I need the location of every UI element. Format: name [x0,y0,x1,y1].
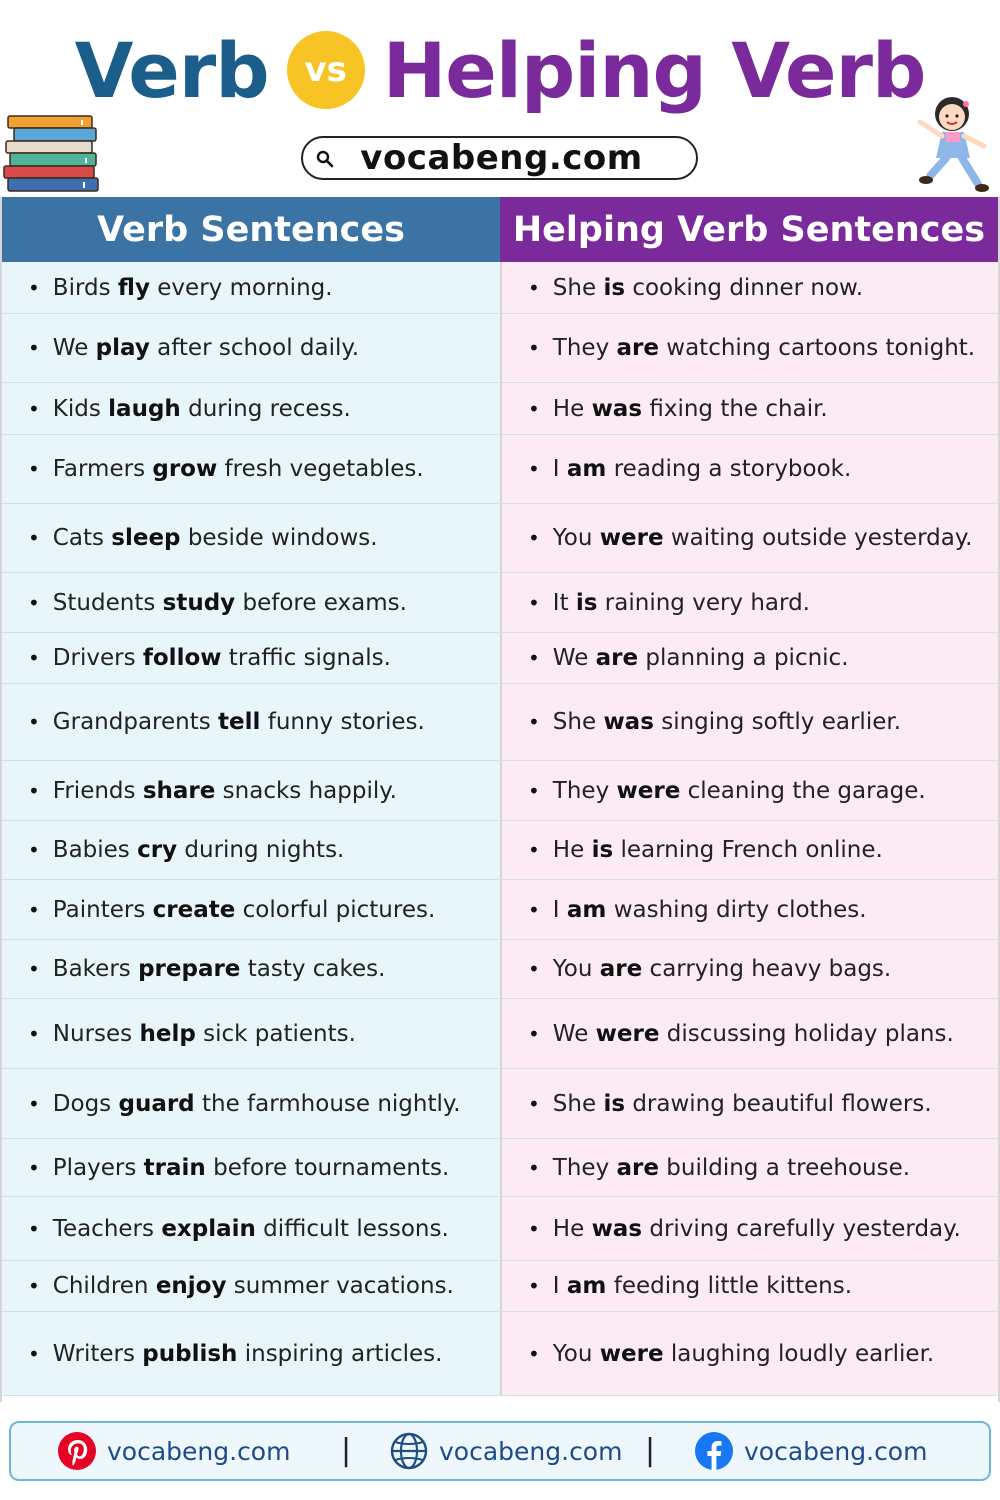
bullet-icon: • [28,526,40,550]
helping-verb-sentence [502,940,998,998]
header-verb-sentences: Verb Sentences [2,197,500,262]
bullet-icon: • [28,957,40,981]
bullet-icon: • [528,457,540,481]
sentence-text: carrying heavy bags. [642,956,892,982]
table-row [2,262,998,314]
highlighted-verb: follow [142,645,222,671]
sentence-text: She [552,1090,604,1117]
highlighted-verb: create [152,896,236,923]
sentence-text: before exams. [235,589,407,616]
highlighted-verb: fly [117,274,150,301]
helping-verb-sentence [502,821,998,879]
sentence-text: fresh vegetables. [217,456,424,482]
highlighted-verb: explain [161,1215,256,1242]
sentence-text: every morning. [149,274,333,301]
helping-verb-sentence [502,1261,998,1311]
sentence-text: raining very hard. [597,589,810,616]
sentence-text: learning French online. [613,837,883,863]
highlighted-verb: train [143,1154,206,1181]
bullet-icon: • [28,1155,40,1180]
helping-verb-sentence [502,504,998,572]
verb-sentence [2,821,502,879]
helping-verb-sentence [502,1312,998,1395]
highlighted-verb: were [616,777,681,804]
highlighted-verb: is [591,837,614,863]
bullet-icon: • [28,396,40,421]
highlighted-verb: share [142,777,216,804]
helping-verb-sentence [502,880,998,939]
highlighted-verb: publish [142,1340,238,1367]
bullet-icon: • [528,1274,540,1298]
sentence-text: planning a picnic. [638,645,849,671]
sentence-text: feeding little kittens. [606,1273,853,1299]
footer-website-link[interactable] [389,1423,622,1479]
verb-sentence [2,1261,502,1311]
footer-facebook-link[interactable] [694,1423,927,1479]
sentence-text: Bakers [52,956,139,982]
footer-pinterest-link[interactable] [57,1423,290,1479]
helping-verb-sentence [502,633,998,683]
sentence-text: He [552,395,592,422]
sentence-text: Friends [52,777,143,804]
sentence-text: Players [52,1154,144,1181]
footer-website-text: vocabeng.com [439,1436,623,1466]
verb-sentence [2,1069,502,1138]
pinterest-icon [57,1431,97,1471]
sentence-text: We [552,1020,596,1047]
sentence-text: waiting outside yesterday. [663,525,973,551]
highlighted-verb: prepare [138,956,241,982]
sentence-text: discussing holiday plans. [659,1020,954,1047]
verb-sentence [2,1312,502,1395]
sentence-text: after school daily. [149,335,360,361]
site-url: vocabeng.com [360,138,643,178]
highlighted-verb: was [603,709,654,735]
highlighted-verb: were [599,1340,664,1367]
sentence-text: I [552,456,567,482]
bullet-icon: • [28,1216,40,1241]
sentence-text: singing softly earlier. [653,709,902,735]
sentence-text: traffic signals. [221,645,391,671]
bullet-icon: • [28,275,40,300]
footer-facebook-text: vocabeng.com [744,1436,928,1466]
sentence-text: Nurses [52,1020,140,1047]
table-header [2,197,998,262]
sentence-text: summer vacations. [226,1273,454,1299]
vs-badge: vs [287,31,365,109]
sentence-text: during nights. [177,837,345,863]
site-search-pill [301,136,698,180]
sentence-text: cooking dinner now. [625,274,864,301]
sentence-text: She [552,274,604,301]
footer-separator: | [341,1433,352,1468]
highlighted-verb: are [616,335,659,361]
table-row [2,633,998,684]
sentence-text: Students [52,589,163,616]
bullet-icon: • [528,778,540,803]
sentence-text: They [552,777,617,804]
highlighted-verb: are [595,645,639,671]
verb-sentence [2,314,502,382]
table-row [2,1261,998,1312]
sentence-text: before tournaments. [205,1154,450,1181]
table-row [2,761,998,821]
bullet-icon: • [528,1216,540,1241]
verb-sentence [2,435,502,503]
table-row [2,1069,998,1139]
sentence-text: the farmhouse nightly. [194,1090,461,1117]
bullet-icon: • [28,1341,40,1366]
footer-pinterest-text: vocabeng.com [107,1436,291,1466]
sentence-text: Drivers [52,645,143,671]
table-row [2,940,998,999]
sentence-text: Children [52,1273,156,1299]
bullet-icon: • [28,1021,40,1046]
bullet-icon: • [528,838,540,862]
highlighted-verb: guard [118,1090,195,1117]
sentence-text: driving carefully yesterday. [642,1215,961,1242]
comparison-table [0,197,1000,1402]
highlighted-verb: is [575,589,598,616]
bullet-icon: • [28,778,40,803]
bullet-icon: • [28,457,40,481]
bullet-icon: • [28,838,40,862]
bullet-icon: • [528,897,540,922]
table-row [2,435,998,504]
highlighted-verb: am [566,456,607,482]
sentence-text: inspiring articles. [237,1340,443,1367]
verb-sentence [2,573,502,632]
table-body [2,262,998,1396]
helping-verb-sentence [502,262,998,313]
helping-verb-sentence [502,999,998,1068]
highlighted-verb: play [95,335,150,361]
table-row [2,1197,998,1261]
bullet-icon: • [528,1021,540,1046]
bullet-icon: • [528,275,540,300]
sentence-text: difficult lessons. [255,1215,449,1242]
verb-sentence [2,1197,502,1260]
bullet-icon: • [28,897,40,922]
highlighted-verb: are [599,956,643,982]
sentence-text: Cats [52,525,112,551]
sentence-text: funny stories. [260,709,425,735]
helping-verb-sentence [502,1139,998,1196]
verb-sentence [2,684,502,760]
table-row [2,684,998,761]
table-row [2,573,998,633]
helping-verb-sentence [502,761,998,820]
highlighted-verb: was [591,395,643,422]
table-row [2,1139,998,1197]
helping-verb-sentence [502,383,998,434]
books-illustration [2,112,102,194]
highlighted-verb: tell [218,709,261,735]
verb-sentence [2,262,502,313]
helping-verb-sentence [502,573,998,632]
bullet-icon: • [28,1091,40,1116]
sentence-text: building a treehouse. [658,1154,911,1181]
bullet-icon: • [528,957,540,981]
helping-verb-sentence [502,684,998,760]
sentence-text: Birds [52,274,118,301]
highlighted-verb: help [139,1020,196,1047]
verb-sentence [2,383,502,434]
bullet-icon: • [28,1274,40,1298]
sentence-text: He [552,837,592,863]
sentence-text: reading a storybook. [606,456,852,482]
verb-sentence [2,1139,502,1196]
highlighted-verb: were [595,1020,660,1047]
sentence-text: You [552,1340,600,1367]
sentence-text: Babies [52,837,138,863]
verb-sentence [2,940,502,998]
helping-verb-sentence [502,1069,998,1138]
highlighted-verb: am [566,896,607,923]
highlighted-verb: are [616,1154,659,1181]
verb-sentence [2,761,502,820]
highlighted-verb: is [603,274,626,301]
bullet-icon: • [528,1341,540,1366]
highlighted-verb: was [591,1215,643,1242]
sentence-text: You [552,956,600,982]
sentence-text: Writers [52,1340,143,1367]
bullet-icon: • [528,710,540,734]
sentence-text: Kids [52,395,109,422]
verb-sentence [2,880,502,939]
footer [9,1421,991,1481]
sentence-text: Grandparents [52,709,219,735]
sentence-text: snacks happily. [215,777,397,804]
sentence-text: We [52,335,96,361]
sentence-text: They [552,1154,617,1181]
highlighted-verb: is [603,1090,626,1117]
sentence-text: They [552,335,617,361]
verb-sentence [2,504,502,572]
highlighted-verb: grow [152,456,218,482]
highlighted-verb: cry [137,837,178,863]
sentence-text: She [552,709,604,735]
sentence-text: laughing loudly earlier. [663,1340,935,1367]
sentence-text: cleaning the garage. [680,777,926,804]
highlighted-verb: study [162,589,236,616]
helping-verb-sentence [502,435,998,503]
sentence-text: I [552,896,567,923]
sentence-text: colorful pictures. [235,896,436,923]
sentence-text: Painters [52,896,153,923]
bullet-icon: • [528,526,540,550]
table-row [2,383,998,435]
globe-icon [389,1431,429,1471]
sentence-text: We [552,645,596,671]
bullet-icon: • [528,590,540,615]
table-row [2,504,998,573]
bullet-icon: • [528,646,540,670]
highlighted-verb: am [566,1273,607,1299]
bullet-icon: • [528,396,540,421]
helping-verb-sentence [502,1197,998,1260]
sentence-text: drawing beautiful flowers. [625,1090,932,1117]
table-row [2,999,998,1069]
facebook-icon [694,1431,734,1471]
table-row [2,821,998,880]
highlighted-verb: were [599,525,664,551]
bullet-icon: • [28,646,40,670]
girl-illustration [908,92,994,196]
page-title [0,22,1000,118]
sentence-text: Farmers [52,456,153,482]
table-row [2,1312,998,1396]
sentence-text: fixing the chair. [642,395,828,422]
verb-sentence [2,633,502,683]
bullet-icon: • [528,1155,540,1180]
verb-sentence [2,999,502,1068]
footer-separator: | [645,1433,656,1468]
highlighted-verb: enjoy [155,1273,227,1299]
sentence-text: watching cartoons tonight. [658,335,976,361]
sentence-text: It [552,589,576,616]
title-verb: Verb [74,25,269,115]
sentence-text: I [552,1273,567,1299]
bullet-icon: • [528,336,540,360]
helping-verb-sentence [502,314,998,382]
header-helping-verb-sentences: Helping Verb Sentences [500,197,998,262]
sentence-text: He [552,1215,592,1242]
sentence-text: washing dirty clothes. [606,896,867,923]
table-row [2,880,998,940]
bullet-icon: • [28,336,40,360]
highlighted-verb: laugh [108,395,181,422]
sentence-text: You [552,525,600,551]
bullet-icon: • [528,1091,540,1116]
sentence-text: sick patients. [195,1020,356,1047]
bullet-icon: • [28,590,40,615]
sentence-text: Teachers [52,1215,162,1242]
bullet-icon: • [28,710,40,734]
sentence-text: beside windows. [180,525,378,551]
highlighted-verb: sleep [111,525,181,551]
sentence-text: tasty cakes. [240,956,386,982]
title-helping-verb: Helping Verb [382,25,926,115]
table-row [2,314,998,383]
sentence-text: Dogs [52,1090,119,1117]
sentence-text: during recess. [180,395,351,422]
